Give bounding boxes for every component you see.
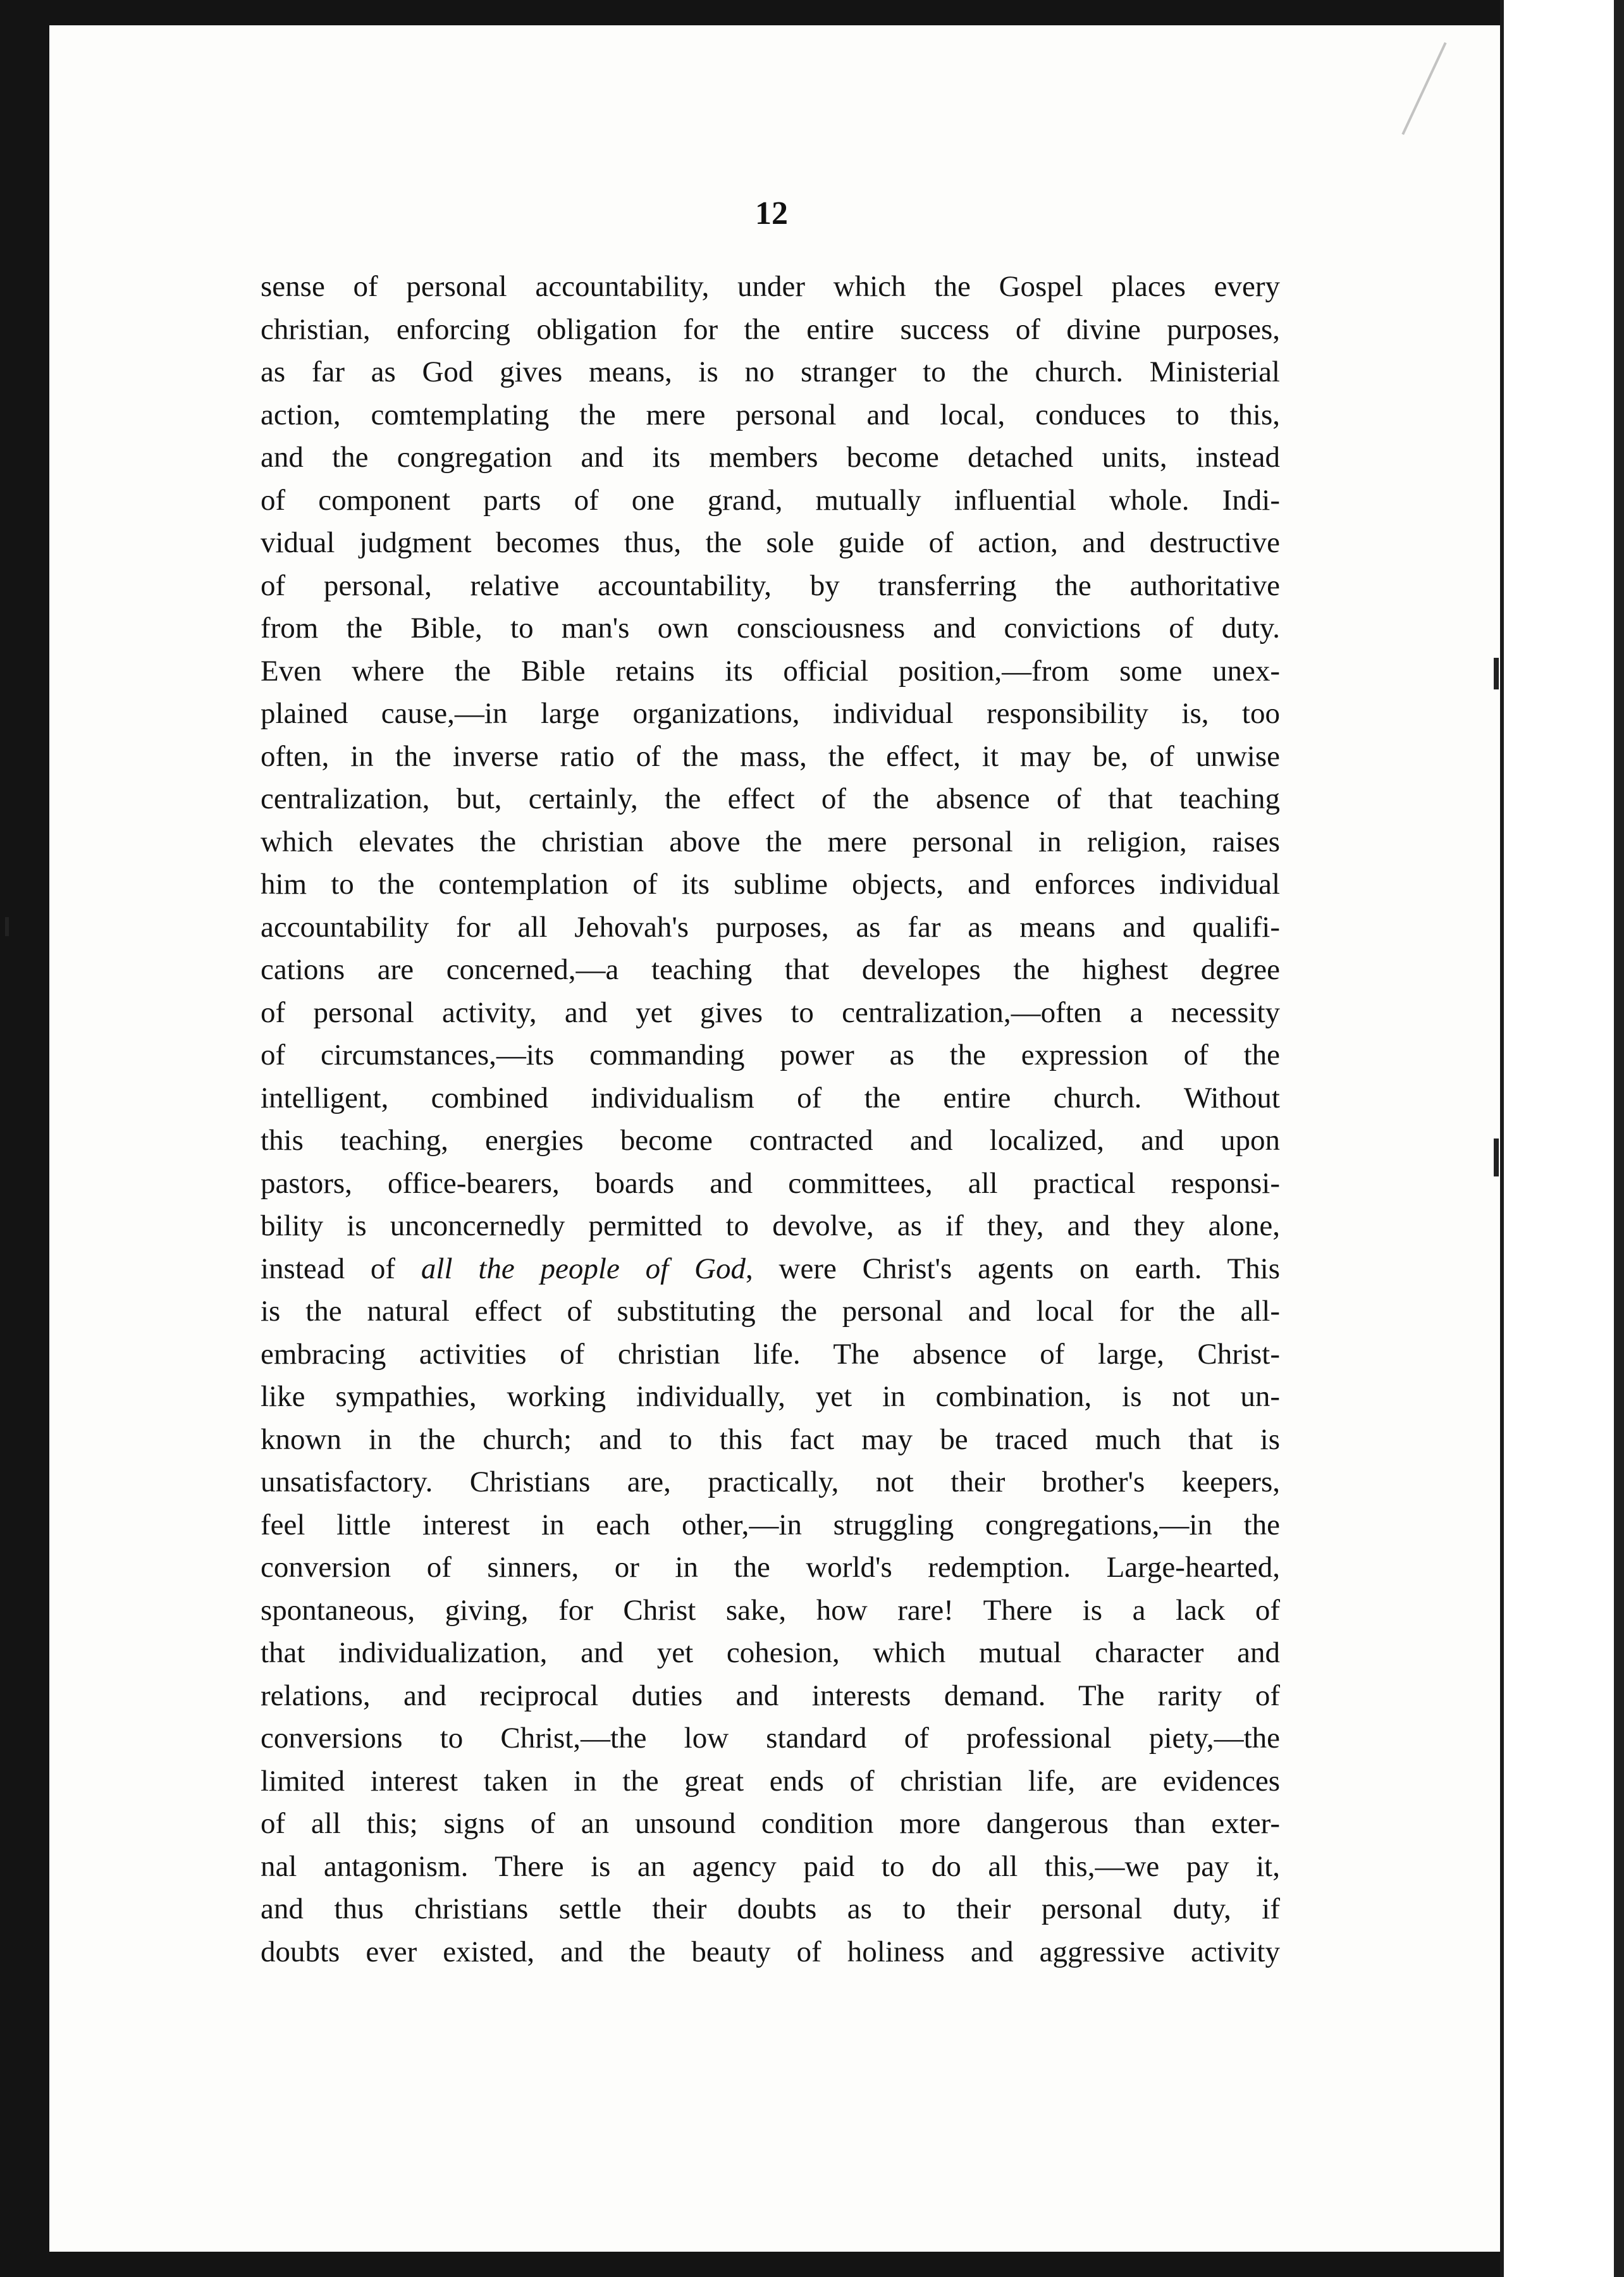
text-line: of circumstances,—its commanding power as the expression of the bbox=[261, 1039, 1280, 1071]
text-line: of personal, relative accountability, by transferring the authoritative bbox=[261, 569, 1280, 602]
text-line: him to the contemplation of its sublime objects, and enforces individual bbox=[261, 868, 1280, 901]
bottom-border bbox=[0, 2252, 1500, 2277]
text-line: pastors, office-bearers, boards and committees, all practical responsi- bbox=[261, 1166, 1280, 1200]
text-line: centralization, but, certainly, the effect of the absence of that teaching bbox=[261, 782, 1280, 815]
text-line: of personal activity, and yet gives to centralization,—often a necessity bbox=[261, 996, 1280, 1029]
text-line: from the Bible, to man's own consciousness and convictions of duty. bbox=[261, 612, 1280, 645]
body-text bbox=[261, 266, 1280, 1973]
text-line: bility is unconcernedly permitted to devolve, as if they, and they alone, bbox=[261, 1209, 1280, 1242]
margin-mark bbox=[1494, 658, 1499, 689]
text-line: often, in the inverse ratio of the mass, the effect, it may be, of unwise bbox=[261, 739, 1280, 773]
italic-phrase: all the people of God bbox=[421, 1252, 746, 1285]
text-line: nal antagonism. There is an agency paid to do all this,—we pay it, bbox=[261, 1849, 1280, 1883]
text-line: cations are concerned,—a teaching that developes the highest degree bbox=[261, 953, 1280, 986]
text-line: which elevates the christian above the mere personal in religion, raises bbox=[261, 825, 1280, 858]
text-line: action, comtemplating the mere personal and local, conduces to this, bbox=[261, 398, 1280, 431]
margin-mark bbox=[1494, 1138, 1499, 1176]
text-line: known in the church; and to this fact may be traced much that is bbox=[261, 1422, 1280, 1456]
text-line: and thus christians settle their doubts as to their personal duty, if bbox=[261, 1892, 1280, 1925]
page-number: 12 bbox=[755, 195, 788, 231]
text-line: conversion of sinners, or in the world's redemption. Large-hearted, bbox=[261, 1551, 1280, 1584]
text-line: accountability for all Jehovah's purposes, as far as means and qualifi- bbox=[261, 910, 1280, 944]
right-border bbox=[1614, 0, 1624, 2277]
text-line: embracing activities of christian life. The absence of large, Christ- bbox=[261, 1337, 1280, 1371]
text-line: relations, and reciprocal duties and interests demand. The rarity of bbox=[261, 1679, 1280, 1712]
text-line: christian, enforcing obligation for the entire success of divine purposes, bbox=[261, 312, 1280, 346]
text-line: doubts ever existed, and the beauty of holiness and aggressive activity bbox=[261, 1935, 1280, 1968]
text-line: vidual judgment becomes thus, the sole guide of action, and destructive bbox=[261, 526, 1280, 559]
text-line: intelligent, combined individualism of the entire church. Without bbox=[261, 1081, 1280, 1114]
text-line: sense of personal accountability, under which the Gospel places every bbox=[261, 270, 1280, 303]
text-line: conversions to Christ,—the low standard of professional piety,—the bbox=[261, 1722, 1280, 1755]
margin-mark bbox=[5, 917, 9, 936]
text-line: plained cause,—in large organizations, individual responsibility is, too bbox=[261, 697, 1280, 730]
text-line: feel little interest in each other,—in struggling congregations,—in the bbox=[261, 1508, 1280, 1541]
text-line: like sympathies, working individually, yet in combination, is not un- bbox=[261, 1380, 1280, 1413]
text-line: spontaneous, giving, for Christ sake, how rare! There is a lack of bbox=[261, 1593, 1280, 1627]
text-line: that individualization, and yet cohesion, which mutual character and bbox=[261, 1636, 1280, 1669]
text-line: as far as God gives means, is no stranger to the church. Ministerial bbox=[261, 355, 1280, 388]
text-line: instead of all the people of God, were Christ's agents on earth. This bbox=[261, 1252, 1280, 1285]
text-line: limited interest taken in the great ends of christian life, are evidences bbox=[261, 1764, 1280, 1798]
text-line: of component parts of one grand, mutually influential whole. Indi- bbox=[261, 483, 1280, 517]
text-line: and the congregation and its members become detached units, instead bbox=[261, 441, 1280, 474]
text-line: is the natural effect of substituting the personal and local for the all- bbox=[261, 1295, 1280, 1328]
text-line: this teaching, energies become contracted and localized, and upon bbox=[261, 1124, 1280, 1157]
text-line: unsatisfactory. Christians are, practically, not their brother's keepers, bbox=[261, 1466, 1280, 1498]
text-line: Even where the Bible retains its official position,—from some unex- bbox=[261, 654, 1280, 688]
text-line: of all this; signs of an unsound condition more dangerous than exter- bbox=[261, 1807, 1280, 1840]
facing-page-strip bbox=[1504, 0, 1624, 2277]
